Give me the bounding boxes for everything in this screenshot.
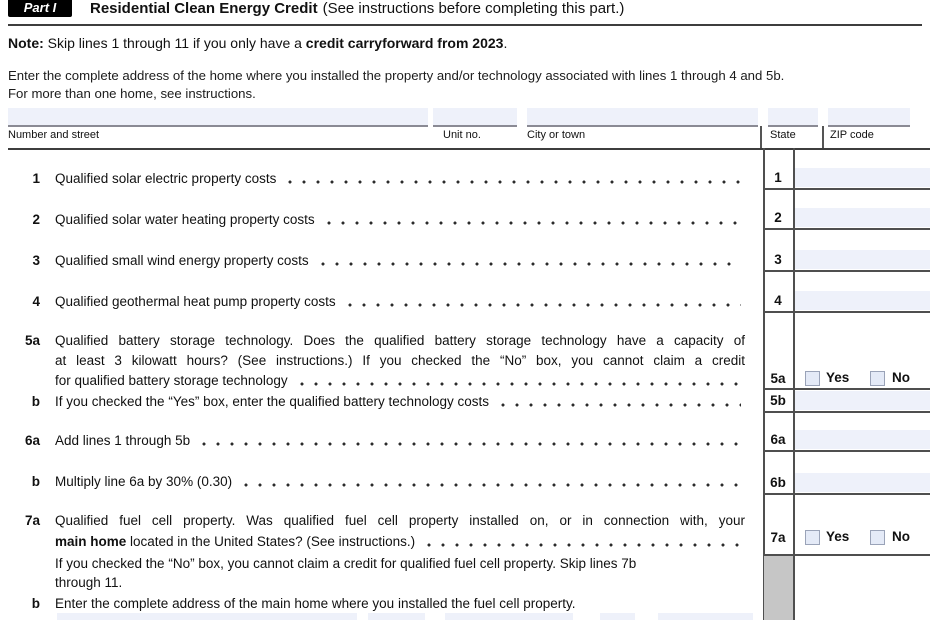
city-town-label: City or town — [527, 129, 586, 141]
line-6b-row — [14, 474, 745, 489]
line-1-amount-field[interactable] — [795, 168, 930, 187]
section-title — [90, 0, 624, 17]
dot-leader — [202, 442, 741, 446]
dot-leader — [348, 303, 741, 307]
line-6b-label: Multiply line 6a by 30% (0.30) — [55, 474, 233, 489]
line-7b-row — [14, 596, 745, 611]
7b-state-input[interactable] — [600, 613, 635, 620]
line-3-item-number: 3 — [32, 253, 40, 268]
line-5b-item-number: b — [31, 394, 40, 409]
state-left-separator — [760, 126, 762, 148]
checkbox-7a-no-label: No — [892, 529, 910, 544]
number-street-label: Number and street — [8, 129, 100, 141]
dot-leader — [300, 382, 741, 386]
line-5a-text-2: at least 3 kilowatt hours? (See instructions.) If you checked the “No” box, you cannot claim a credit — [55, 353, 745, 368]
line-5a-cell-border — [763, 388, 930, 390]
state-label: State — [770, 129, 796, 141]
line-6b-amount-field[interactable] — [795, 473, 930, 492]
dot-leader — [288, 180, 741, 184]
checkbox-7a-no[interactable] — [870, 530, 885, 545]
line-5a-number-box: 5a — [770, 371, 786, 386]
zip-code-label: ZIP code — [830, 129, 874, 141]
line-1-item-number: 1 — [32, 171, 40, 186]
line-6b-item-number: b — [31, 474, 40, 489]
zip-code-input[interactable] — [828, 108, 910, 127]
part-i-badge: Part I — [8, 0, 72, 17]
state-right-separator — [822, 126, 824, 148]
line-2-number-box: 2 — [774, 210, 782, 225]
intro-line-1: Enter the complete address of the home where you installed the property and/or technology associated with lines 1 through 4 and 5b. — [8, 68, 785, 83]
line-6b-cell-border — [763, 493, 930, 495]
line-7a-item-number: 7a — [24, 513, 40, 528]
note-label: Note: — [8, 35, 44, 51]
line-3-number-box: 3 — [774, 252, 782, 267]
checkbox-5a-yes[interactable] — [805, 371, 820, 386]
line-7a-text-1: Qualified fuel cell property. Was qualified fuel cell property installed on, or in connection with, your — [55, 513, 745, 528]
line-4-cell-border — [763, 311, 930, 313]
state-input[interactable] — [768, 108, 818, 127]
line-6b-number-box: 6b — [770, 475, 786, 490]
note-bold-text: credit carryforward from 2023 — [305, 35, 504, 51]
line-7a-number-box: 7a — [770, 530, 786, 545]
line-1-number-box: 1 — [774, 170, 782, 185]
line-6a-cell-border — [763, 450, 930, 452]
line-4-label: Qualified geothermal heat pump property costs — [55, 294, 336, 309]
7b-unit-no-input[interactable] — [368, 613, 425, 620]
line-3-amount-field[interactable] — [795, 250, 930, 269]
line-7b-label: Enter the complete address of the main home where you installed the fuel cell property. — [55, 596, 576, 611]
line-6a-row — [14, 433, 745, 448]
city-town-input[interactable] — [527, 108, 758, 127]
line-2-item-number: 2 — [32, 212, 40, 227]
checkbox-5a-no[interactable] — [870, 371, 885, 386]
checkbox-7a-yes[interactable] — [805, 530, 820, 545]
number-street-input[interactable] — [8, 108, 428, 127]
line-2-label: Qualified solar water heating property costs — [55, 212, 315, 227]
line-2-cell-border — [763, 228, 930, 230]
line-5b-number-box: 5b — [770, 393, 786, 408]
unit-no-label: Unit no. — [443, 129, 481, 141]
unit-no-input[interactable] — [433, 108, 517, 127]
line-7a-cell-border — [763, 554, 930, 556]
line-1-row — [14, 171, 745, 186]
line-1-cell-border — [763, 188, 930, 190]
checkbox-5a-no-label: No — [892, 370, 910, 385]
dot-leader — [427, 543, 741, 547]
line-6a-item-number: 6a — [24, 433, 40, 448]
line-5b-label: If you checked the “Yes” box, enter the qualified battery technology costs — [55, 394, 490, 409]
dot-leader — [244, 483, 741, 487]
section-title-text: Residential Clean Energy Credit — [90, 0, 318, 17]
7b-zip-code-input[interactable] — [658, 613, 753, 620]
dot-leader — [327, 221, 741, 225]
line-3-label: Qualified small wind energy property costs — [55, 253, 309, 268]
line-5a-item-number: 5a — [24, 333, 40, 348]
line-7a-text-2: located in the United States? (See instructions.) — [126, 534, 416, 549]
line-4-amount-field[interactable] — [795, 291, 930, 310]
note-text: Skip lines 1 through 11 if you only have a — [43, 35, 306, 51]
line-1-label: Qualified solar electric property costs — [55, 171, 277, 186]
7b-number-street-input[interactable] — [57, 613, 357, 620]
line-5a-text-3: for qualified battery storage technology — [55, 373, 288, 388]
line-2-row — [14, 212, 745, 227]
line-7a-text-2-row — [55, 534, 745, 549]
line-6a-amount-field[interactable] — [795, 430, 930, 449]
checkbox-7a-yes-label: Yes — [826, 529, 850, 544]
line-5b-amount-field[interactable] — [795, 391, 930, 410]
section-subtitle: (See instructions before completing this part.) — [322, 0, 625, 17]
line-5a-text-3-row — [55, 373, 745, 388]
line-5a-row — [14, 333, 745, 348]
line-7b-item-number: b — [31, 596, 40, 611]
line-7a-note-1: If you checked the “No” box, you cannot claim a credit for qualified fuel cell property. Skip lines 7b — [55, 556, 637, 571]
line-4-number-box: 4 — [774, 293, 782, 308]
line-6a-number-box: 6a — [770, 432, 786, 447]
line-5a-text-1: Qualified battery storage technology. Does the qualified battery storage technology have a capacity of — [55, 333, 745, 348]
line-4-row — [14, 294, 745, 309]
line-7a-row — [14, 513, 745, 528]
line-5b-cell-border — [763, 411, 930, 413]
line-3-cell-border — [763, 270, 930, 272]
note-period: . — [503, 35, 508, 51]
shaded-cell — [764, 554, 793, 620]
header-divider — [8, 24, 922, 26]
checkbox-5a-yes-label: Yes — [826, 370, 850, 385]
line-7a-main-home-bold: main home — [55, 534, 127, 549]
intro-line-2: For more than one home, see instructions. — [8, 86, 256, 101]
line-6a-label: Add lines 1 through 5b — [55, 433, 191, 448]
dot-leader — [501, 403, 741, 407]
note-line — [8, 35, 507, 51]
line-3-row — [14, 253, 745, 268]
line-2-amount-field[interactable] — [795, 208, 930, 227]
line-4-item-number: 4 — [32, 294, 40, 309]
line-7a-note-2: through 11. — [55, 575, 123, 590]
table-top-rule — [8, 148, 930, 150]
line-5b-row — [14, 394, 745, 409]
dot-leader — [321, 262, 741, 266]
7b-city-town-input[interactable] — [445, 613, 573, 620]
